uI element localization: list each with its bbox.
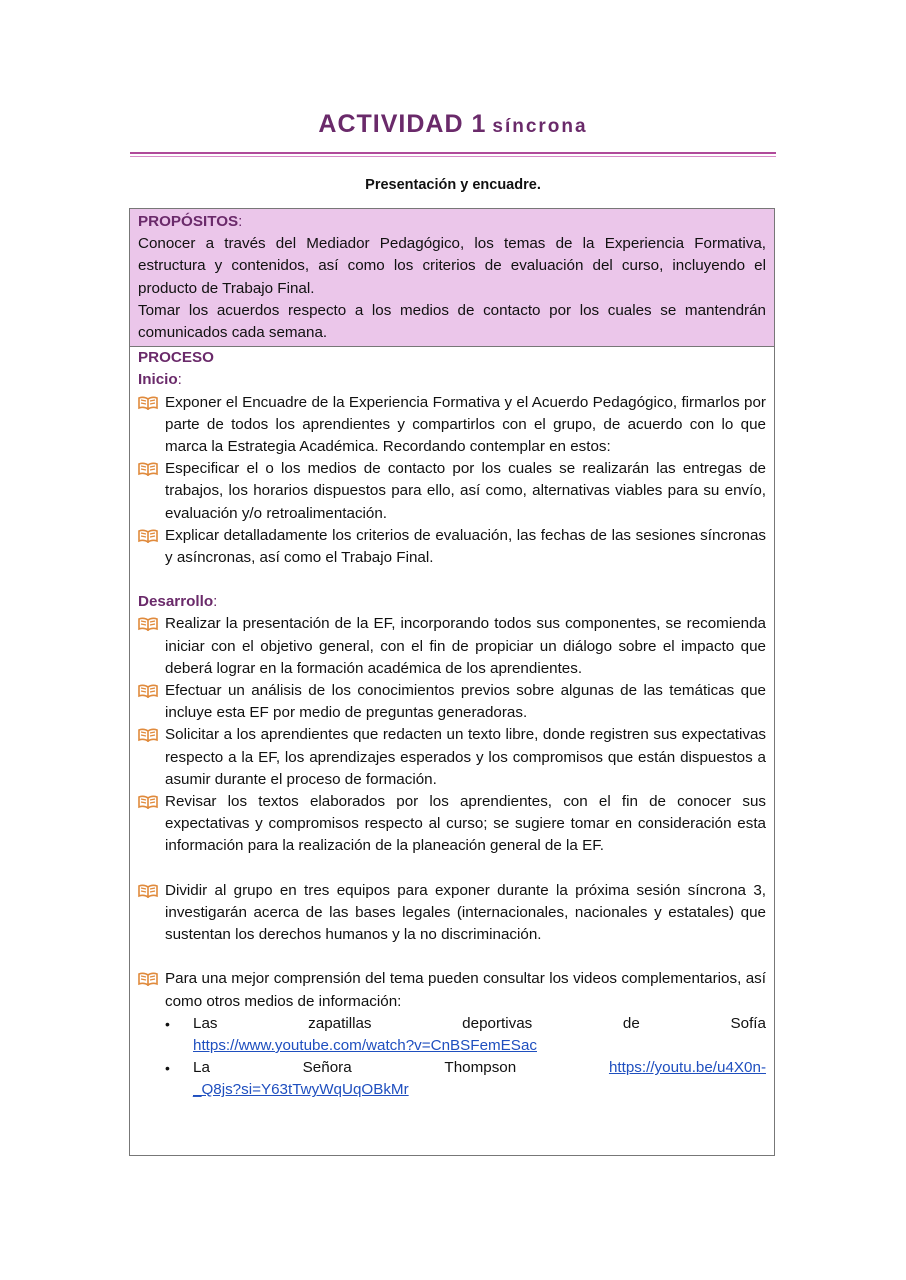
title-rule-thin: [130, 156, 776, 157]
list-item-text: Realizar la presentación de la EF, incorporando todos sus componentes, se recomienda iniciar con el objetivo general, con el fin de propiciar un diálogo sobre el impacto que deberá lograr en la formación académica de los aprendientes.: [165, 615, 766, 677]
list-item: [138, 724, 766, 791]
list-item: [138, 392, 766, 459]
subtitle: Presentación y encuadre.: [365, 177, 541, 193]
title-rule: [130, 152, 776, 154]
video-link-1[interactable]: https://www.youtube.com/watch?v=CnBSFemESac: [193, 1036, 537, 1054]
book-bullet-icon: [138, 968, 165, 1012]
purposes-section: PROPÓSITOS: Conocer a través del Mediador Pedagógico, los temas de la Experiencia Formativa, estructura y contenidos, así como los criterios de evaluación del curso, incluyendo el producto de Trabajo Final. Tomar los acuerdos respecto a los medios de contacto por los cuales se mantendrán comunicados cada semana.: [130, 209, 774, 347]
list-item-text: Revisar los textos elaborados por los aprendientes, con el fin de conocer sus expectativas y compromisos respecto al curso; se sugiere tomar en consideración esta información para la realización de la planeación general de la EF.: [165, 793, 766, 855]
list-item-text: Dividir al grupo en tres equipos para exponer durante la próxima sesión síncrona 3, investigarán acerca de las bases legales (internacionales, nacionales y estatales) que sustentan los derechos humanos y la no discriminación.: [165, 881, 766, 944]
purpose-paragraph-2: Tomar los acuerdos respecto a los medios de contacto por los cuales se mantendrán comunicados cada semana.: [138, 301, 766, 342]
list-item-text: Solicitar a los aprendientes que redacten un texto libre, donde registren sus expectativas respecto a la EF, los aprendizajes esperados y los compromisos que están dispuestos a asumir durante el proceso de formación.: [165, 726, 766, 788]
list-item: [138, 680, 766, 724]
title-sub: síncrona: [492, 116, 588, 137]
list-item: [138, 880, 766, 947]
process-heading: PROCESO: [138, 349, 214, 367]
bullet-dot-icon: •: [165, 1015, 170, 1032]
book-bullet-icon: [138, 613, 165, 680]
list-item-text: Explicar detalladamente los criterios de evaluación, las fechas de las sesiones síncronas y asíncronas, así como el Trabajo Final.: [165, 526, 766, 567]
list-item-text: Para una mejor comprensión del tema pueden consultar los videos complementarios, así como otros medios de información:: [165, 970, 766, 1010]
book-bullet-icon: [138, 680, 165, 724]
book-bullet-icon: [138, 880, 165, 947]
list-item-text: Exponer el Encuadre de la Experiencia Formativa y el Acuerdo Pedagógico, firmarlos por parte de todos los aprendientes y compartirlos con el grupo, de acuerdo con lo que marca la Estrategia Académica. Recordando contemplar en estos:: [165, 393, 766, 456]
purpose-paragraph-1: Conocer a través del Mediador Pedagógico, los temas de la Experiencia Formativa, estructura y contenidos, así como los criterios de evaluación del curso, incluyendo el producto de Trabajo Final.: [138, 235, 766, 297]
activity-table: [129, 208, 775, 1156]
video-title: Las zapatillas deportivas de Sofía: [193, 1014, 766, 1032]
list-item: [138, 613, 766, 680]
book-bullet-icon: [138, 791, 165, 858]
list-item-text: Especificar el o los medios de contacto por los cuales se realizarán las entregas de trabajos, los horarios dispuestos para ello, así como, alternativas viables para su envío, evaluación y/o retroalimentación.: [165, 460, 766, 522]
list-item: [138, 525, 766, 569]
purposes-heading: PROPÓSITOS: [138, 213, 239, 230]
video-title: La Señora Thompson https://youtu.be/u4X0n-: [193, 1057, 766, 1079]
book-bullet-icon: [138, 724, 165, 791]
page-title: [130, 110, 776, 139]
list-item: [138, 458, 766, 525]
process-section: PROCESO Inicio: Exponer el Encuadre de la Experiencia Formativa y el Acuerdo Pedagógico, firmarlos por parte de todos los aprendientes y compartirlos con el grupo, de acuerdo con lo que marca la Estrategia Académica. Recordando contemplar en estos: Especificar el o los medios de contacto por los cuales se realizarán las entregas de trabajos, los horarios dispuestos para ello, así como, alternativas viables para su envío, evaluación y/o retroalimentación. Explicar detalladamente los criterios de evaluación, las fechas de las sesiones síncronas y asíncronas, así como el Trabajo Final. Desarrollo: Realizar la presentación de la EF, incorporando todos sus componentes, se recomienda iniciar con el objetivo general, con el fin de propiciar un diálogo sobre el impacto que deberá lograr en la formación académica de los aprendientes. Efectuar un análisis de los conocimientos previos sobre algunas de las temáticas que incluye esta EF por medio de preguntas generadoras. Solicitar a los aprendientes que redacten un texto libre, donde registren sus expectativas respecto a la EF, los aprendizajes esperados y los compromisos que están dispuestos a asumir durante el proceso de formación. Revisar los textos elaborados por los aprendientes, con el fin de conocer sus expectativas y compromisos respecto al curso; se sugiere tomar en consideración esta información para la realización de la planeación general de la EF. Dividir al grupo en tres equipos para exponer durante la próxima sesión síncrona 3, investigarán acerca de las bases legales (internacionales, nacionales y estatales) que sustentan los derechos humanos y la no discriminación. Para una mejor comprensión del tema pueden consultar los videos complementarios, así como otros medios de información: • Las zapatillas deportivas de Sofía https://www.youtube.com/watch?v=CnBSFemESac • La Señora Thompson https://youtu.be/u4X0n- _Q8js?si=Y63tTwyWqUqOBkMr: [130, 347, 774, 1101]
video-link-2-cont[interactable]: _Q8js?si=Y63tTwyWqUqOBkMr: [193, 1081, 409, 1099]
book-bullet-icon: [138, 525, 165, 569]
book-bullet-icon: [138, 458, 165, 525]
video-link-2[interactable]: https://youtu.be/u4X0n-: [608, 1059, 766, 1077]
book-bullet-icon: [138, 392, 165, 459]
desarrollo-heading: Desarrollo: [138, 593, 214, 611]
video-item: [165, 1013, 766, 1057]
inicio-heading: Inicio: [138, 371, 178, 389]
list-item-text: Efectuar un análisis de los conocimientos previos sobre algunas de las temáticas que incluye esta EF por medio de preguntas generadoras.: [165, 682, 766, 722]
video-item: [165, 1057, 766, 1101]
list-item: [138, 791, 766, 858]
bullet-dot-icon: •: [165, 1060, 170, 1077]
list-item: [138, 968, 766, 1012]
title-main: ACTIVIDAD 1: [318, 110, 487, 138]
